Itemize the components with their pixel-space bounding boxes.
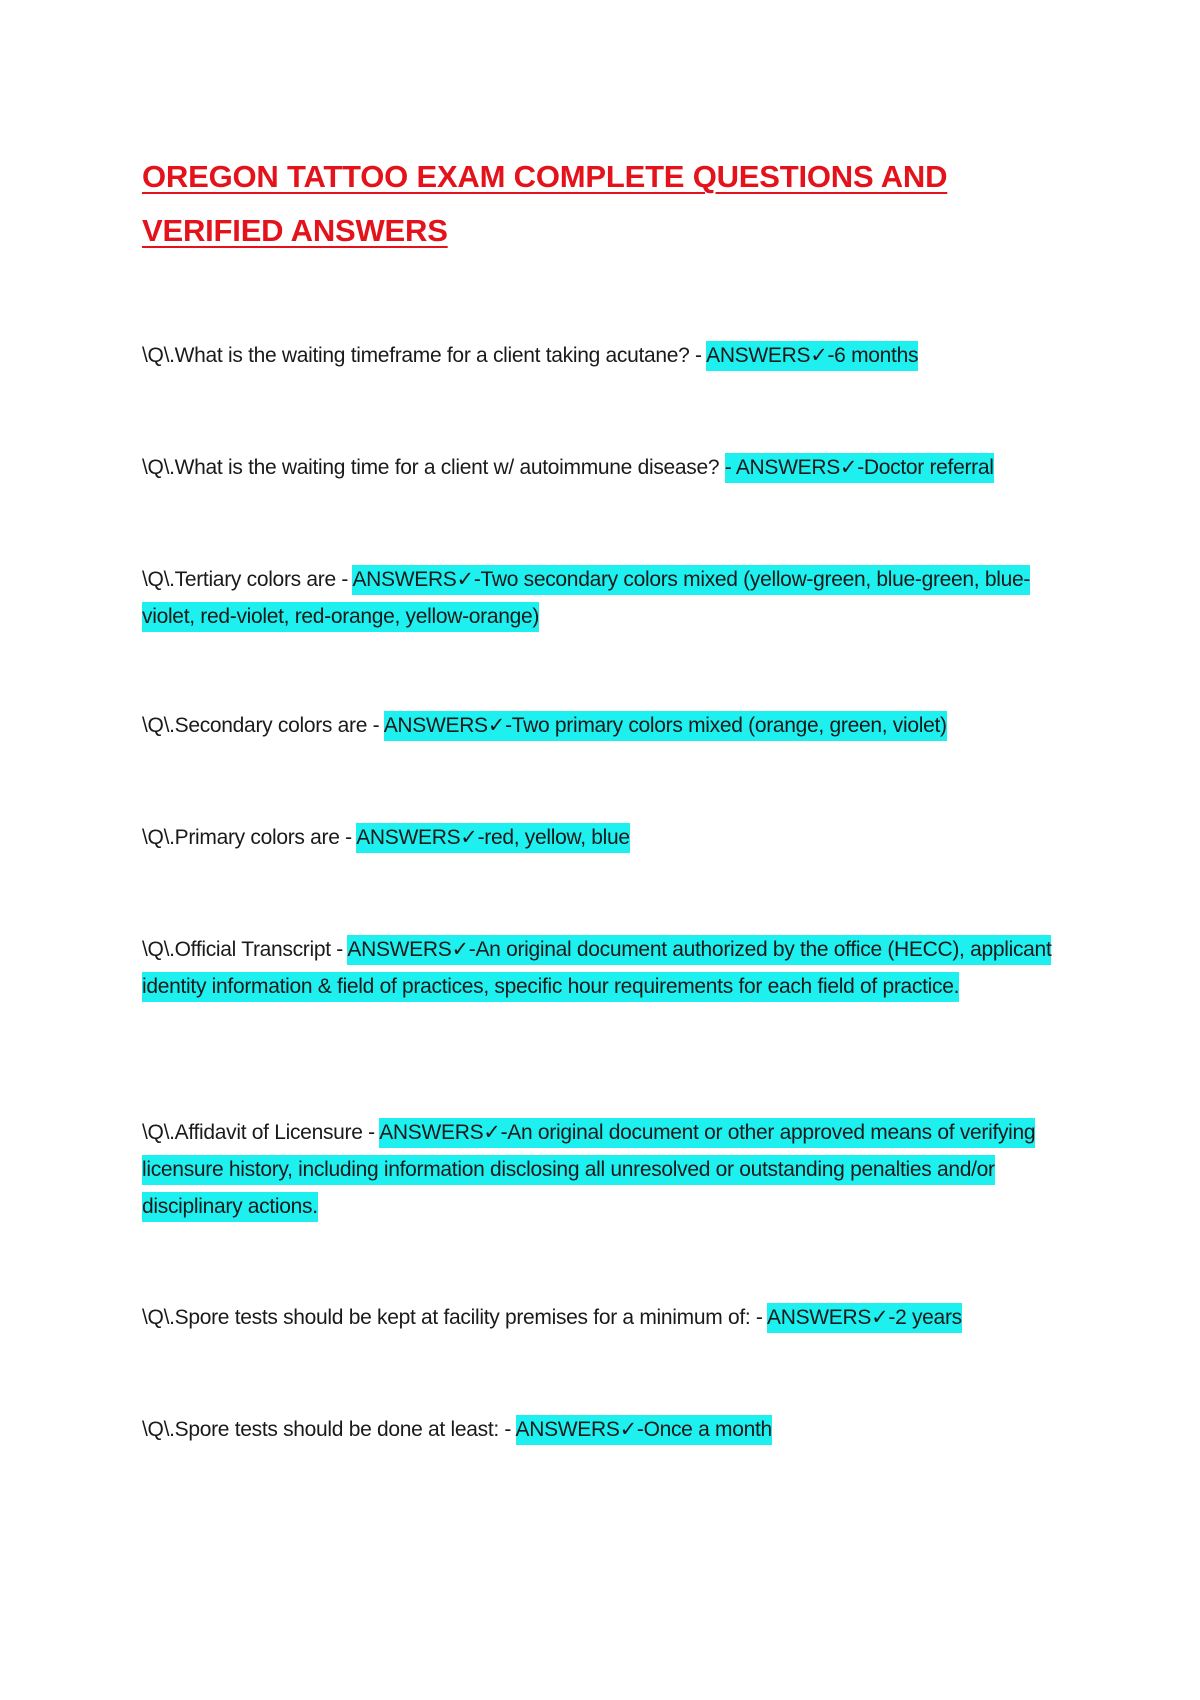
answer-text: ANSWERS✓-An original document or other approved means of verifying licensure history, including information disclosing all unresolved or outstanding penalties and/or disciplinary actions. <box>142 1118 1035 1222</box>
question-text: \Q\.What is the waiting time for a client w/ autoimmune disease? <box>142 456 725 479</box>
qa-item <box>142 819 1062 856</box>
question-text: \Q\.Spore tests should be kept at facility premises for a minimum of: - <box>142 1306 767 1329</box>
qa-item <box>142 337 1062 374</box>
question-text: \Q\.What is the waiting timeframe for a client taking acutane? - <box>142 344 707 367</box>
qa-item <box>142 1114 1062 1225</box>
qa-item <box>142 561 1062 635</box>
question-text: \Q\.Primary colors are - <box>142 826 357 849</box>
answer-text: ANSWERS✓-Two secondary colors mixed (yellow-green, blue-green, blue-violet, red-violet, red-orange, yellow-orange) <box>142 565 1030 632</box>
qa-item <box>142 707 1062 744</box>
question-text: \Q\.Spore tests should be done at least: - <box>142 1418 516 1441</box>
qa-item <box>142 1411 1062 1448</box>
document-title: OREGON TATTOO EXAM COMPLETE QUESTIONS AND VERIFIED ANSWERS <box>142 159 948 248</box>
question-text: \Q\.Secondary colors are - <box>142 714 384 737</box>
answer-text: ANSWERS✓-red, yellow, blue <box>356 823 630 853</box>
question-text: \Q\.Official Transcript - <box>142 938 348 961</box>
qa-item <box>142 1299 1062 1336</box>
answer-text: - ANSWERS✓-Doctor referral <box>725 453 994 483</box>
answer-text: ANSWERS✓-Two primary colors mixed (orange, green, violet) <box>384 711 947 741</box>
answer-text: ANSWERS✓-2 years <box>767 1303 962 1333</box>
answer-text: ANSWERS✓-An original document authorized by the office (HECC), applicant identity information & field of practices, specific hour requirements for each field of practice. <box>142 935 1051 1002</box>
question-text: \Q\.Affidavit of Licensure - <box>142 1121 380 1144</box>
qa-item <box>142 931 1062 1005</box>
question-text: \Q\.Tertiary colors are - <box>142 568 353 591</box>
answer-text: ANSWERS✓-6 months <box>706 341 918 371</box>
qa-item <box>142 449 1062 486</box>
answer-text: ANSWERS✓-Once a month <box>516 1415 772 1445</box>
